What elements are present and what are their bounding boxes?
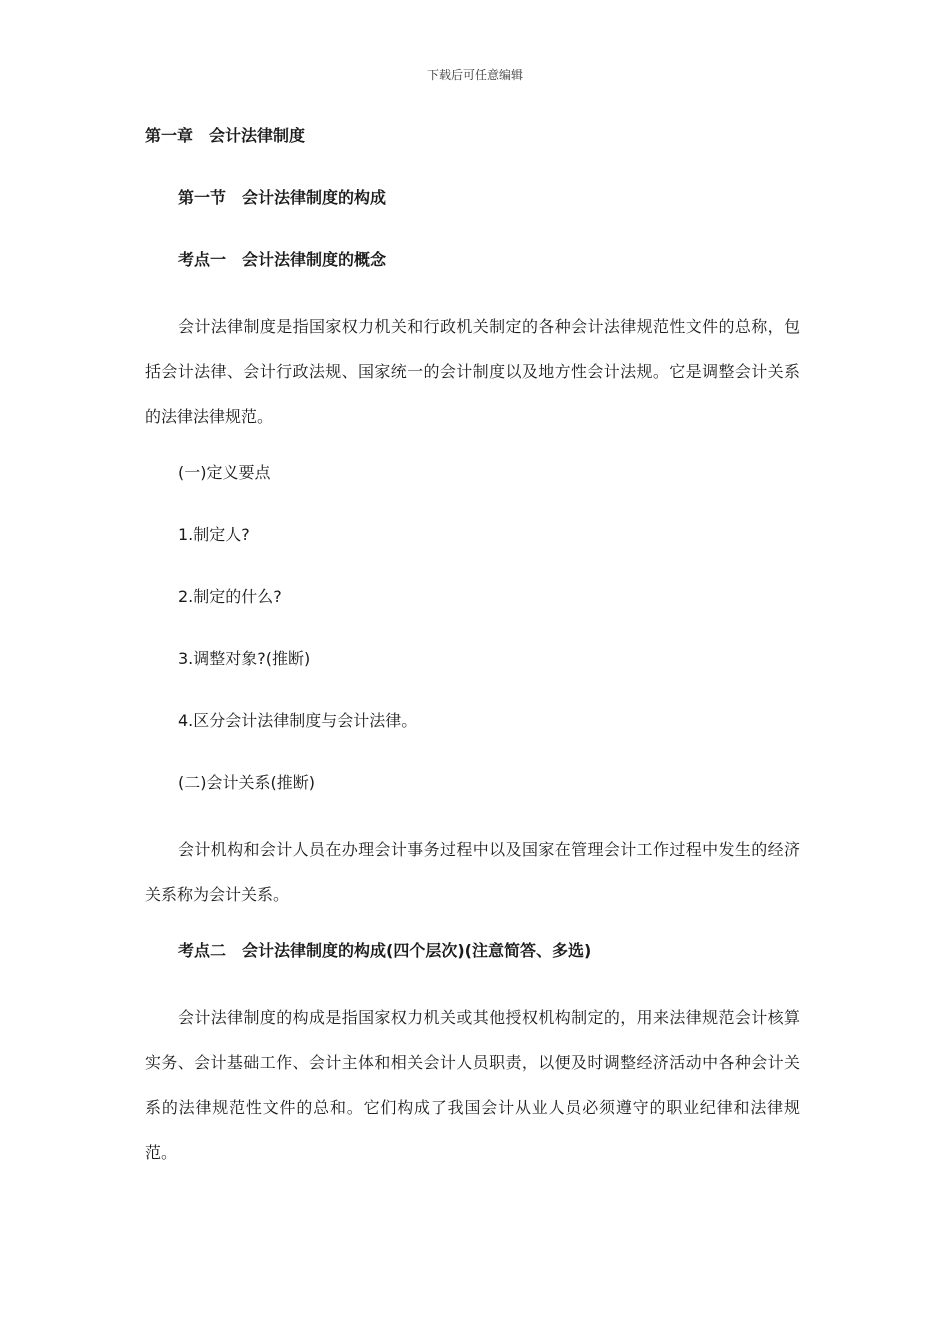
section-title: 第一节 会计法律制度的构成	[178, 188, 387, 207]
list-item: 2.制定的什么?	[178, 587, 282, 606]
composition-paragraph: 会计法律制度的构成是指国家权力机关或其他授权机构制定的，用来法律规范会计核算实务、会计基础工作、会计主体和相关会计人员职责，以便及时调整经济活动中各种会计关系的法律规范性文件的总和。它们构成了我国会计从业人员必须遵守的职业纪律和法律规范。	[145, 1008, 800, 1162]
point-two-title: 考点二 会计法律制度的构成(四个层次)(注意简答、多选)	[178, 941, 592, 960]
point-one-title: 考点一 会计法律制度的概念	[178, 250, 387, 269]
chapter-title: 第一章 会计法律制度	[145, 126, 306, 145]
list-item: 3.调整对象?(推断)	[178, 649, 311, 668]
document-body	[145, 118, 800, 1191]
subsection-relation-title: (二)会计关系(推断)	[178, 773, 315, 792]
subsection-definition-title: (一)定义要点	[178, 463, 271, 482]
concept-paragraph: 会计法律制度是指国家权力机关和行政机关制定的各种会计法律规范性文件的总称，包括会计法律、会计行政法规、国家统一的会计制度以及地方性会计法规。它是调整会计关系的法律法律规范。	[145, 317, 800, 426]
relation-paragraph: 会计机构和会计人员在办理会计事务过程中以及国家在管理会计工作过程中发生的经济关系称为会计关系。	[145, 840, 800, 904]
list-item: 4.区分会计法律制度与会计法律。	[178, 711, 418, 730]
header-note: 下载后可任意编辑	[426, 68, 523, 82]
list-item: 1.制定人?	[178, 525, 250, 544]
